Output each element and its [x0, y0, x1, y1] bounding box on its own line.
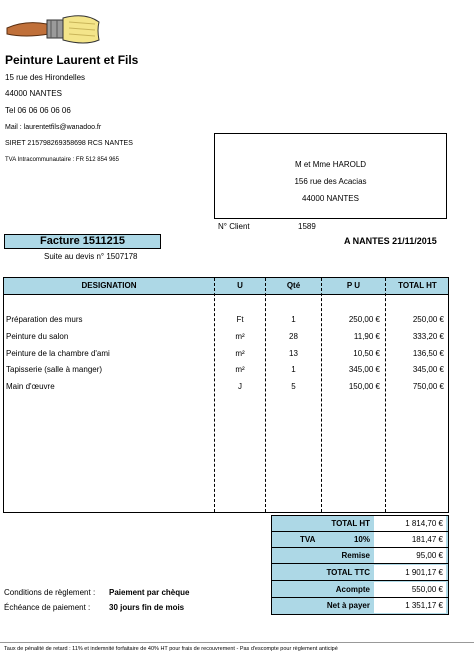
net-label: Net à payer: [326, 601, 370, 610]
header-unit-price: P U: [346, 281, 361, 290]
header-designation: DESIGNATION: [81, 281, 137, 290]
acompte-label: Acompte: [335, 585, 370, 594]
net-value: 1 351,17 €: [374, 598, 446, 613]
row-unit: m²: [235, 365, 245, 374]
footer-divider: [0, 642, 474, 643]
company-street: 15 rue des Hirondelles: [5, 73, 86, 82]
due-date-label: Échéance de paiement :: [4, 603, 91, 612]
tva-rate: 10%: [353, 535, 370, 544]
tva-label: TVA: [300, 535, 316, 544]
row-unit: J: [238, 382, 242, 391]
row-total: 136,50 €: [412, 349, 444, 358]
row-designation: Main d'œuvre: [6, 382, 55, 391]
row-qty: 1: [291, 365, 296, 374]
row-unit: m²: [235, 349, 245, 358]
paintbrush-logo: [5, 8, 105, 48]
total-ttc-label: TOTAL TTC: [326, 568, 370, 577]
client-number-label: N° Client: [218, 222, 250, 231]
company-city: 44000 NANTES: [5, 89, 62, 98]
row-designation: Tapisserie (salle à manger): [6, 365, 103, 374]
row-unit: m²: [235, 332, 245, 341]
client-address-box: [214, 133, 447, 219]
column-divider: [321, 278, 322, 512]
row-total: 345,00 €: [412, 365, 444, 374]
company-siret: SIRET 215798269358698 RCS NANTES: [5, 140, 133, 147]
header-qty: Qté: [286, 281, 301, 290]
client-number: 1589: [298, 222, 316, 231]
row-unit-price: 10,50 €: [353, 349, 380, 358]
remise-label: Remise: [341, 551, 370, 560]
row-unit: Ft: [236, 315, 244, 324]
row-designation: Peinture du salon: [6, 332, 69, 341]
invoice-title: Facture 1511215: [4, 234, 161, 249]
row-unit-price: 150,00 €: [348, 382, 380, 391]
remise-row: [272, 548, 448, 564]
company-tva: TVA Intracommunautaire : FR 512 854 965: [5, 157, 119, 163]
client-street: 156 rue des Acacias: [294, 177, 367, 186]
total-ttc-row: [272, 565, 448, 581]
row-total: 333,20 €: [412, 332, 444, 341]
client-name: M et Mme HAROLD: [294, 160, 367, 169]
header-total-ht: TOTAL HT: [398, 281, 437, 290]
footer-legal-notice: Taux de pénalité de retard : 11% et indemnité forfaitaire de 40% HT pour frais de recouvrement - Pas d'escompte pour règlement anticipé: [4, 646, 338, 652]
column-divider: [385, 278, 386, 512]
row-designation: Préparation des murs: [6, 315, 83, 324]
header-unit: U: [237, 281, 243, 290]
acompte-row: [272, 582, 448, 598]
net-row: [272, 598, 448, 614]
row-unit-price: 11,90 €: [353, 332, 380, 341]
total-ht-value: 1 814,70 €: [374, 516, 446, 531]
row-qty: 28: [289, 332, 298, 341]
company-email: Mail : laurentetfils@wanadoo.fr: [5, 124, 102, 131]
column-divider: [265, 278, 266, 512]
row-qty: 1: [291, 315, 296, 324]
row-total: 750,00 €: [412, 382, 444, 391]
total-ht-label: TOTAL HT: [331, 519, 370, 528]
remise-value: 95,00 €: [374, 548, 446, 563]
row-unit-price: 250,00 €: [348, 315, 380, 324]
tva-value: 181,47 €: [374, 532, 446, 547]
payment-conditions-value: Paiement par chèque: [109, 588, 190, 597]
total-ht-row: [272, 516, 448, 532]
tva-row: [272, 532, 448, 548]
row-designation: Peinture de la chambre d'ami: [6, 349, 110, 358]
row-total: 250,00 €: [412, 315, 444, 324]
totals-box: [271, 515, 449, 615]
row-qty: 5: [291, 382, 296, 391]
company-name: Peinture Laurent et Fils: [5, 53, 139, 67]
table-header: [4, 278, 448, 295]
quote-reference: Suite au devis n° 1507178: [44, 252, 138, 261]
acompte-value: 550,00 €: [374, 582, 446, 597]
client-city: 44000 NANTES: [302, 194, 359, 203]
column-divider: [214, 278, 215, 512]
place-date: A NANTES 21/11/2015: [344, 236, 437, 246]
row-qty: 13: [289, 349, 298, 358]
row-unit-price: 345,00 €: [348, 365, 380, 374]
payment-conditions-label: Conditions de règlement :: [4, 588, 96, 597]
company-phone: Tel 06 06 06 06 06: [5, 106, 71, 115]
items-table: [3, 277, 449, 513]
due-date-value: 30 jours fin de mois: [109, 603, 185, 612]
total-ttc-value: 1 901,17 €: [374, 565, 446, 580]
